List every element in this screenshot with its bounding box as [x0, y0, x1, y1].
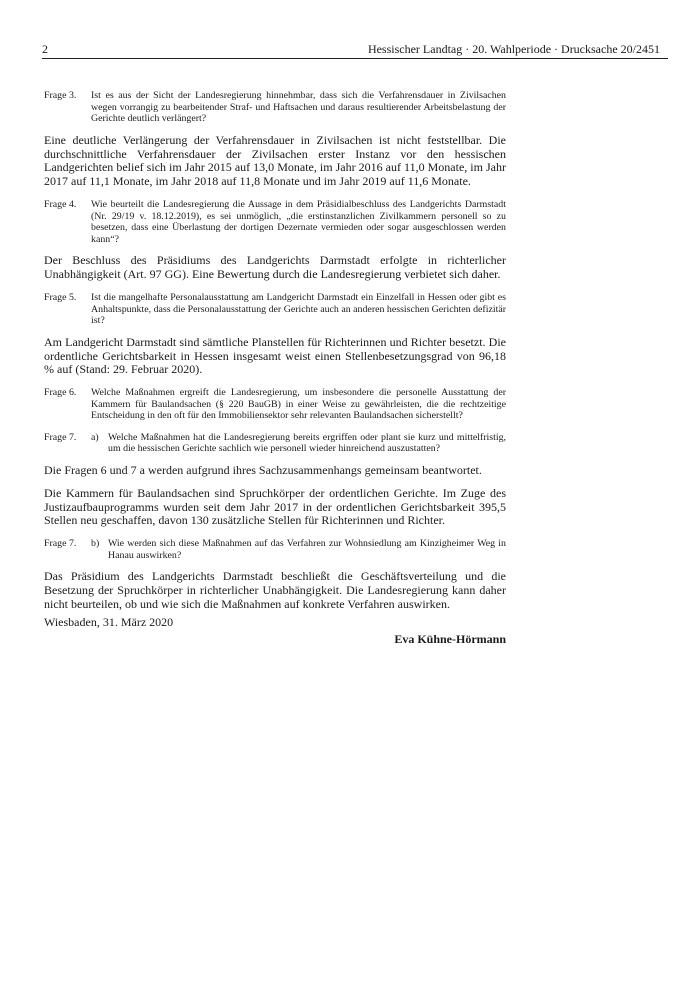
question-subitem	[91, 432, 506, 455]
page-number: 2	[42, 42, 48, 56]
question-block	[44, 538, 506, 561]
question-label: Frage 5.	[44, 291, 77, 303]
block-spacer	[44, 282, 506, 292]
answer-paragraph: Am Landgericht Darmstadt sind sämtliche Planstellen für Richterinnen und Richter besetzt. Die ordentliche Gerichtsbarkeit in Hessen insgesamt weist einen Stellenbesetzungsgrad von 96,18 % auf (Stand: 29. Februar 2020).	[44, 334, 506, 377]
page-header	[42, 40, 670, 58]
question-block	[44, 387, 506, 422]
question-text: Ist die mangelhafte Personalausstattung am Landgericht Darmstadt ein Einzelfall in Hessen oder gibt es Anhaltspunkte, dass die Personalausstattung der Gerichte auch an anderen hessischen Gerichten defizitär ist?	[91, 291, 506, 327]
answer-paragraph: Das Präsidium des Landgerichts Darmstadt beschließt die Geschäftsverteilung und die Besetzung der Spruchkörper in richterlicher Unabhängigkeit. Die Landesregierung kann daher nicht beurteilen, ob und wie sich die Maßnahmen auf konkrete Verfahren auswirken.	[44, 569, 506, 612]
answer-paragraph: Die Kammern für Baulandsachen sind Spruchkörper der ordentlichen Gerichte. Im Zuge des Justizaufbauprogramms wurden seit dem Jahr 2017 in der ordentlichen Gerichtsbarkeit 395,5 Stellen neu geschaffen, davon 130 zusätzliche Stellen für Richterinnen und Richter.	[44, 485, 506, 528]
question-text: Welche Maßnahmen ergreift die Landesregierung, um insbesondere die personelle Ausstattung der Kammern für Baulandsachen (§ 220 BauGB) in einer Weise zu gewährleisten, die die rechtzeitige Entscheidung in den oft für den Immobiliensektor sehr relevanten Baulandsachen sicherstellt?	[91, 387, 506, 422]
question-text: Wie werden sich diese Maßnahmen auf das Verfahren zur Wohnsiedlung am Kinzigheimer Weg in Hanau auswirken?	[108, 538, 506, 561]
question-label: Frage 4.	[44, 198, 77, 210]
question-text: Welche Maßnahmen hat die Landesregierung bereits ergriffen oder plant sie kurz und mittelfristig, um die hessischen Gerichte sachlich wie personell wieder hinreichend auszustatten?	[108, 431, 506, 455]
question-subitem	[91, 538, 506, 561]
question-sub-letter: b)	[91, 538, 100, 550]
question-label: Frage 7.	[44, 538, 77, 550]
header-rule	[42, 58, 668, 59]
question-block	[44, 432, 506, 455]
question-block	[44, 292, 506, 327]
question-block	[44, 90, 506, 125]
signatory-name: Eva Kühne-Hörmann	[394, 632, 506, 646]
document-body	[44, 90, 506, 612]
answer-paragraph: Eine deutliche Verlängerung der Verfahrensdauer in Zivilsachen ist nicht feststellbar. Die durchschnittliche Verfahrensdauer der Zivilsachen erster Instanz vor den hessischen Landgerichten belief sich im Jahr 2015 auf 13,0 Monate, im Jahr 2016 auf 11,0 Monate, im Jahr 2017 auf 11,1 Monate, im Jahr 2018 auf 11,8 Monate und im Jahr 2019 auf 11,6 Monate.	[44, 132, 506, 189]
question-text: Wie beurteilt die Landesregierung die Aussage in dem Präsidialbeschluss des Landgerichts Darmstadt (Nr. 29/19 v. 18.12.2019), es sei unmöglich, „die erstinstanzlichen Zivilkammern personell so zu besetzen, dass eine Überlastung der dortigen Dezernate vermieden oder sogar ausgeschlossen werden kann“?	[91, 198, 506, 245]
question-block	[44, 199, 506, 245]
block-spacer	[44, 422, 506, 432]
question-label: Frage 3.	[44, 90, 77, 101]
block-spacer	[44, 377, 506, 387]
block-spacer	[44, 189, 506, 199]
place-date: Wiesbaden, 31. März 2020	[44, 615, 174, 629]
question-label: Frage 6.	[44, 387, 77, 399]
header-publication-info: Hessischer Landtag · 20. Wahlperiode · Drucksache 20/2451	[367, 42, 660, 56]
question-text: Ist es aus der Sicht der Landesregierung hinnehmbar, dass sich die Verfahrensdauer in Zivilsachen wegen vorrangig zu bearbeitender Straf- und Haftsachen und daraus resultierender Arbeitsbelastung der Gerichte deutlich verlängert?	[91, 90, 506, 125]
question-sub-letter: a)	[91, 431, 99, 443]
signoff	[44, 615, 506, 649]
question-label: Frage 7.	[44, 431, 77, 443]
answer-paragraph: Der Beschluss des Präsidiums des Landgerichts Darmstadt erfolgte in richterlicher Unabhängigkeit (Art. 97 GG). Eine Bewertung durch die Landesregierung verbietet sich daher.	[44, 253, 506, 282]
block-spacer	[44, 528, 506, 538]
answer-paragraph: Die Fragen 6 und 7 a werden aufgrund ihres Sachzusammenhangs gemeinsam beantwortet.	[44, 463, 482, 478]
